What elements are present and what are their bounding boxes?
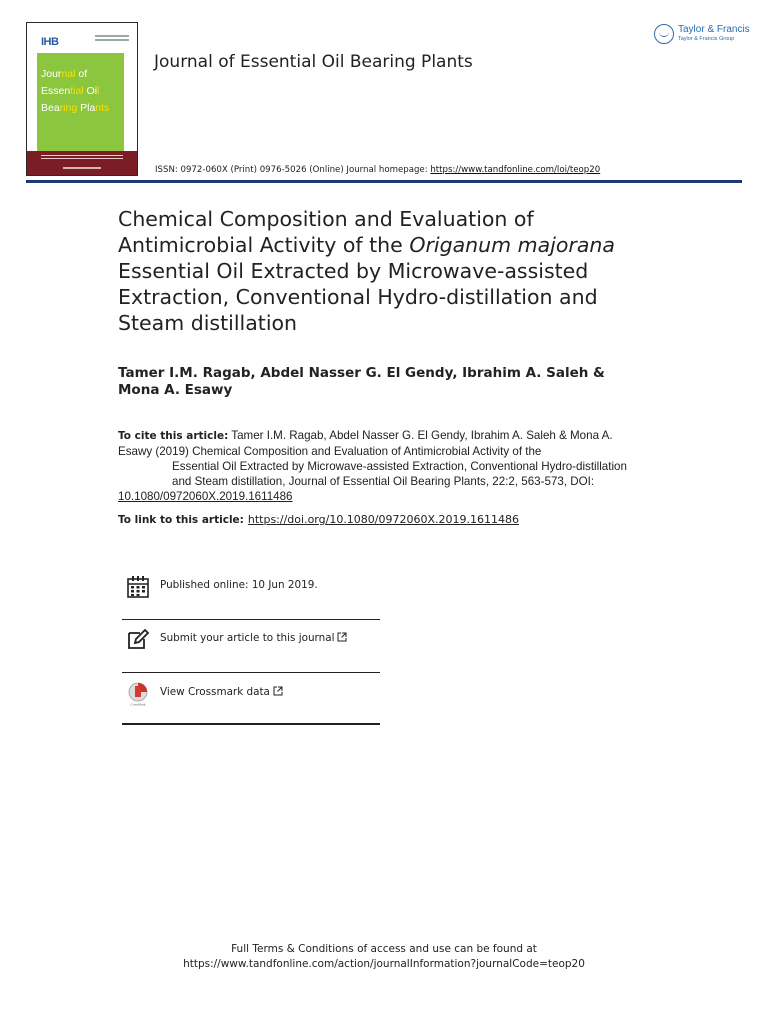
citation-block <box>118 428 638 504</box>
divider <box>122 672 380 673</box>
cover-title-line: Essential Oil <box>41 85 100 97</box>
cover-issn-lines <box>95 35 129 45</box>
journal-cover-image <box>26 22 138 176</box>
cover-title-panel <box>37 53 124 154</box>
cite-doi-link[interactable]: 10.1080/0972060X.2019.1611486 <box>118 490 293 503</box>
issn-text: ISSN: 0972-060X (Print) 0976-5026 (Online) Journal homepage: <box>155 165 431 175</box>
external-link-icon <box>273 686 283 696</box>
cover-title <box>41 66 109 117</box>
crossmark-logo-text: CrossMark <box>130 702 146 706</box>
article-doi-link[interactable]: https://doi.org/10.1080/0972060X.2019.1611486 <box>247 513 520 526</box>
publisher-name: Taylor & Francis <box>678 24 750 35</box>
cite-text: Tamer I.M. Ragab, Abdel Nasser G. El Gendy, Ibrahim A. Saleh & Mona A. Esawy (2019) Chemical Composition and Evaluation of Antimicrobial Activity of the <box>118 429 613 458</box>
cover-header <box>27 23 137 51</box>
cite-text-continued: Essential Oil Extracted by Microwave-assisted Extraction, Conventional Hydro-distillation and Steam distillation, Journal of Essential Oil Bearing Plants, 22:2, 563-573, DOI: <box>172 460 627 488</box>
crossmark-icon <box>126 682 150 706</box>
edit-pencil-icon <box>126 628 150 652</box>
journal-homepage-link[interactable]: https://www.tandfonline.com/loi/teop20 <box>430 165 601 175</box>
cover-logo: IHB <box>41 36 59 48</box>
author-list: Tamer I.M. Ragab, Abdel Nasser G. El Gendy, Ibrahim A. Saleh & Mona A. Esawy <box>118 365 605 398</box>
taylor-francis-logo[interactable] <box>654 22 750 48</box>
cover-title-line: Journal of <box>41 68 88 80</box>
issn-line <box>155 165 600 175</box>
footer-terms <box>0 942 768 972</box>
article-title: Chemical Composition and Evaluation of Antimicrobial Activity of the Origanum majorana Essential Oil Extracted by Microwave-assisted Extraction, Conventional Hydro-distillation and Steam distillation <box>118 207 615 335</box>
publisher-group: Taylor & Francis Group <box>678 36 735 42</box>
external-link-icon <box>337 632 347 642</box>
footer-line-1: Full Terms & Conditions of access and use can be found at <box>231 943 537 955</box>
calendar-icon <box>126 575 150 599</box>
cover-footer-band <box>27 151 137 175</box>
submit-article-link[interactable]: Submit your article to this journal <box>160 632 347 644</box>
crossmark-link[interactable]: View Crossmark data <box>160 686 283 698</box>
taylor-francis-icon <box>654 24 674 44</box>
footer-terms-link[interactable]: https://www.tandfonline.com/action/journalInformation?journalCode=teop20 <box>183 958 585 970</box>
divider <box>122 723 380 725</box>
cover-title-line: Bearing Plants <box>41 102 110 114</box>
article-link-line <box>118 512 519 526</box>
divider <box>122 619 380 620</box>
link-label: To link to this article: <box>118 514 244 526</box>
published-date: Published online: 10 Jun 2019. <box>160 579 318 591</box>
journal-title: Journal of Essential Oil Bearing Plants <box>154 52 473 72</box>
header-divider <box>26 180 742 183</box>
cite-label: To cite this article: <box>118 430 229 442</box>
species-name: Origanum majorana <box>409 233 615 257</box>
